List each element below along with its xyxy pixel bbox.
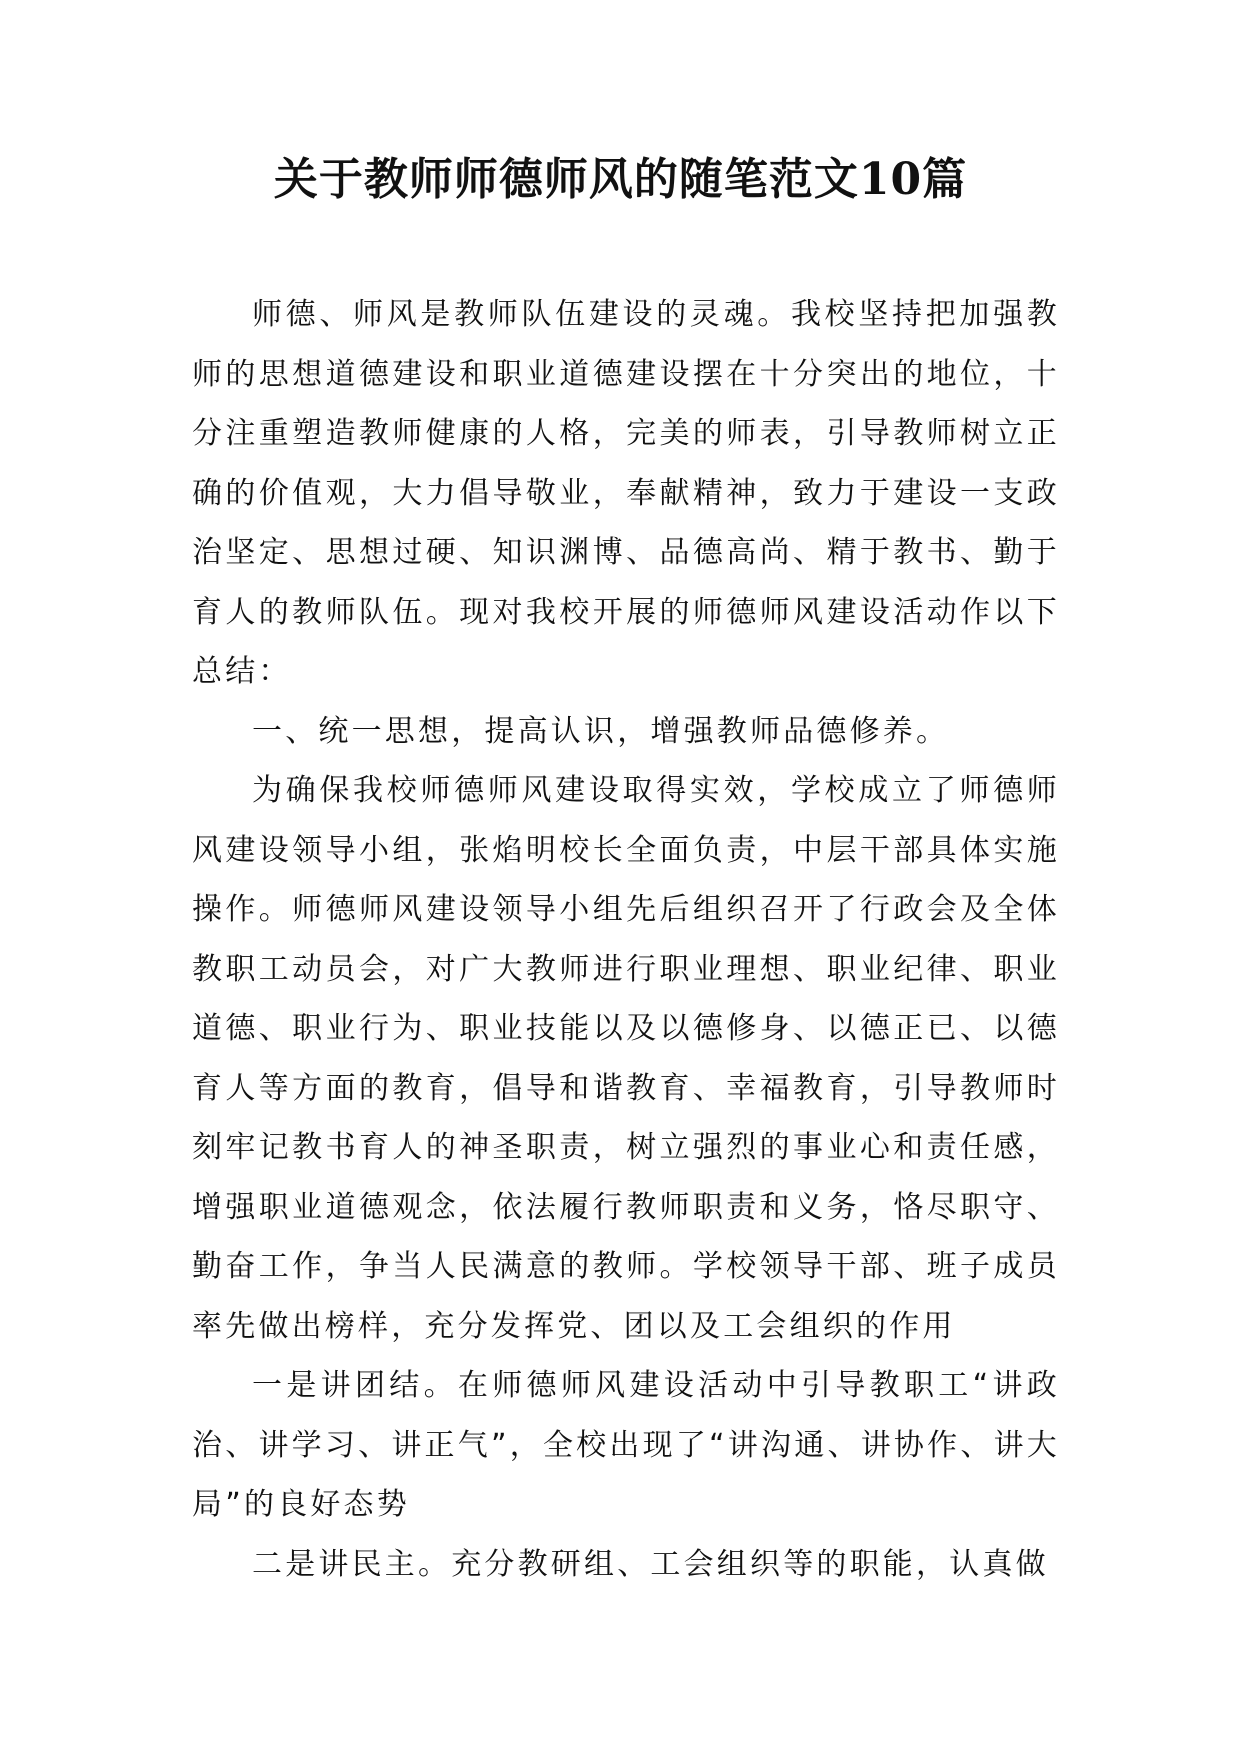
section-heading: 一、统一思想，提高认识，增强教师品德修养。 [252,713,950,749]
paragraph: 二是讲民主。充分教研组、工会组织等的职能，认真做 [252,1546,1049,1582]
paragraph: 师德、师风是教师队伍建设的灵魂。我校坚持把加强教师的思想道德建设和职业道德建设摆在十分突出的地位，十分注重塑造教师健康的人格，完美的师表，引导教师树立正确的价值观，大力倡导敬业，奉献精神，致力于建设一支政治坚定、思想过硬、知识渊博、品德高尚、精于教书、勤于育人的教师队伍。现对我校开展的师德师风建设活动作以下总结： [192,297,1060,689]
document-title: 关于教师师德师风的随笔范文10篇 [273,154,968,205]
document-body [192,285,1060,1594]
paragraph: 为确保我校师德师风建设取得实效，学校成立了师德师风建设领导小组，张焰明校长全面负责，中层干部具体实施操作。师德师风建设领导小组先后组织召开了行政会及全体教职工动员会，对广大教师进行职业理想、职业纪律、职业道德、职业行为、职业技能以及以德修身、以德正已、以德育人等方面的教育，倡导和谐教育、幸福教育，引导教师时刻牢记教书育人的神圣职责，树立强烈的事业心和责任感，增强职业道德观念，依法履行教师职责和义务，恪尽职守、勤奋工作，争当人民满意的教师。学校领导干部、班子成员率先做出榜样，充分发挥党、团以及工会组织的作用 [192,773,1060,1344]
paragraph: 一是讲团结。在师德师风建设活动中引导教职工“讲政治、讲学习、讲正气”，全校出现了“讲沟通、讲协作、讲大局”的良好态势 [192,1368,1060,1522]
